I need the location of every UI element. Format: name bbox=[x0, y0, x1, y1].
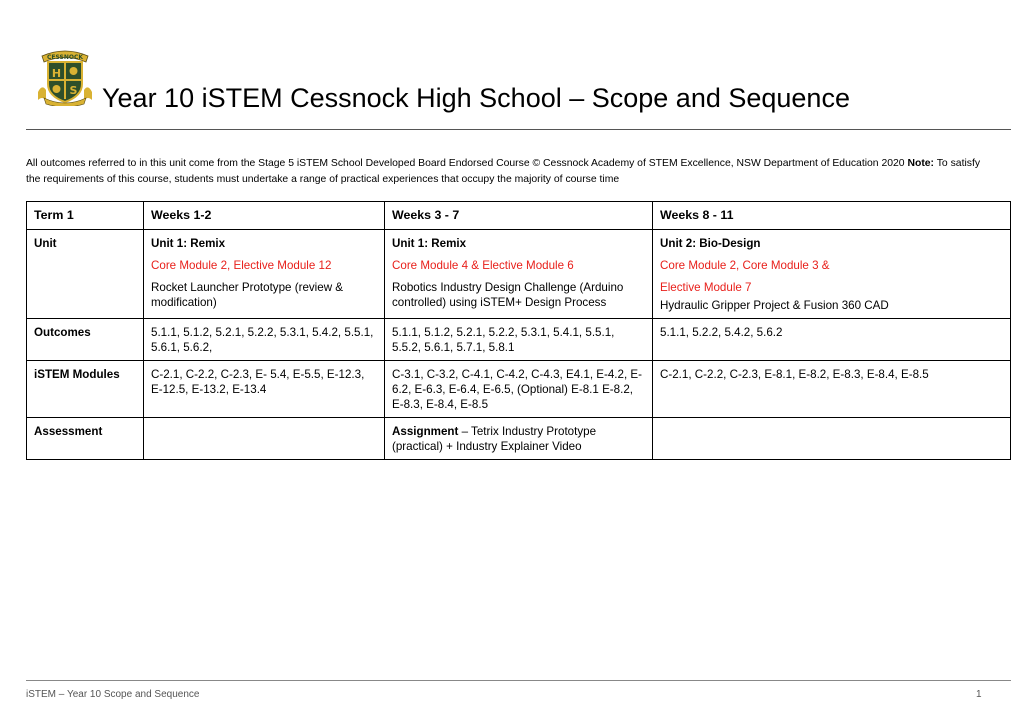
header-divider bbox=[26, 129, 1011, 130]
intro-paragraph bbox=[26, 156, 986, 188]
intro-text-1: All outcomes referred to in this unit come from the Stage 5 iSTEM School Developed Board Endorsed Course © Cessnock Academy of STEM Excellence, NSW Department of Education 2020 bbox=[26, 158, 908, 169]
school-crest-logo bbox=[34, 44, 96, 106]
unit-modules: Core Module 2, Core Module 3 & bbox=[660, 259, 830, 272]
unit-title: Unit 1: Remix bbox=[151, 237, 226, 250]
page-title: Year 10 iSTEM Cessnock High School – Scope and Sequence bbox=[102, 83, 850, 113]
row-label-istem-modules: iSTEM Modules bbox=[27, 361, 144, 418]
scope-sequence-table bbox=[26, 201, 1011, 460]
footer-divider bbox=[26, 680, 1011, 681]
assessment-type: Assignment bbox=[392, 425, 459, 438]
table-row-unit bbox=[27, 230, 1011, 319]
modules-cell: C-2.1, C-2.2, C-2.3, E-8.1, E-8.2, E-8.3, E-8.4, E-8.5 bbox=[653, 361, 1011, 418]
outcomes-cell: 5.1.1, 5.2.2, 5.4.2, 5.6.2 bbox=[653, 319, 1011, 361]
row-label-unit: Unit bbox=[27, 230, 144, 319]
outcomes-cell: 5.1.1, 5.1.2, 5.2.1, 5.2.2, 5.3.1, 5.4.1, 5.5.1, 5.5.2, 5.6.1, 5.7.1, 5.8.1 bbox=[385, 319, 653, 361]
crest-letter-s: S bbox=[69, 84, 78, 97]
table-row-assessment bbox=[27, 418, 1011, 460]
header-weeks-3-7: Weeks 3 - 7 bbox=[385, 202, 653, 230]
modules-cell: C-3.1, C-3.2, C-4.1, C-4.2, C-4.3, E4.1, E-4.2, E-6.2, E-6.3, E-6.4, E-6.5, (Optional) E-8.1 E-8.2, E-8.3, E-8.4, E-8.5 bbox=[385, 361, 653, 418]
modules-cell: C-2.1, C-2.2, C-2.3, E- 5.4, E-5.5, E-12.3, E-12.5, E-13.2, E-13.4 bbox=[144, 361, 385, 418]
row-label-assessment: Assessment bbox=[27, 418, 144, 460]
footer-text: iSTEM – Year 10 Scope and Sequence bbox=[26, 689, 200, 700]
unit-title: Unit 1: Remix bbox=[392, 237, 467, 250]
page-number: 1 bbox=[976, 689, 982, 700]
unit-description: Robotics Industry Design Challenge (Arduino controlled) using iSTEM+ Design Process bbox=[392, 281, 624, 309]
unit-cell-weeks-1-2 bbox=[144, 230, 385, 319]
unit-cell-weeks-8-11 bbox=[653, 230, 1011, 319]
crest-banner-text: CESSNOCK bbox=[46, 54, 84, 61]
intro-note-label: Note: bbox=[907, 158, 935, 169]
assessment-cell bbox=[144, 418, 385, 460]
row-label-outcomes: Outcomes bbox=[27, 319, 144, 361]
unit-title: Unit 2: Bio-Design bbox=[660, 237, 761, 250]
crest-letter-h: H bbox=[51, 67, 62, 80]
intro-text-2: To satisfy the requirements of this course, students must undertake a range of practical experiences that occupy the majority of course time bbox=[26, 158, 981, 185]
header-weeks-8-11: Weeks 8 - 11 bbox=[653, 202, 1011, 230]
header-weeks-1-2: Weeks 1-2 bbox=[144, 202, 385, 230]
outcomes-cell: 5.1.1, 5.1.2, 5.2.1, 5.2.2, 5.3.1, 5.4.2, 5.5.1, 5.6.1, 5.6.2, bbox=[144, 319, 385, 361]
table-header-row bbox=[27, 202, 1011, 230]
unit-modules: Core Module 4 & Elective Module 6 bbox=[392, 259, 574, 272]
header-term: Term 1 bbox=[27, 202, 144, 230]
assessment-cell bbox=[385, 418, 653, 460]
unit-cell-weeks-3-7 bbox=[385, 230, 653, 319]
assessment-description: – Tetrix Industry Prototype (practical) + Industry Explainer Video bbox=[392, 425, 597, 453]
assessment-cell bbox=[653, 418, 1011, 460]
table-row-outcomes bbox=[27, 319, 1011, 361]
unit-description: Rocket Launcher Prototype (review & modification) bbox=[151, 281, 344, 309]
table-row-modules bbox=[27, 361, 1011, 418]
unit-description: Hydraulic Gripper Project & Fusion 360 CAD bbox=[660, 299, 889, 312]
unit-modules-continued: Elective Module 7 bbox=[660, 281, 752, 294]
document-header bbox=[34, 44, 1010, 130]
unit-modules: Core Module 2, Elective Module 12 bbox=[151, 259, 332, 272]
